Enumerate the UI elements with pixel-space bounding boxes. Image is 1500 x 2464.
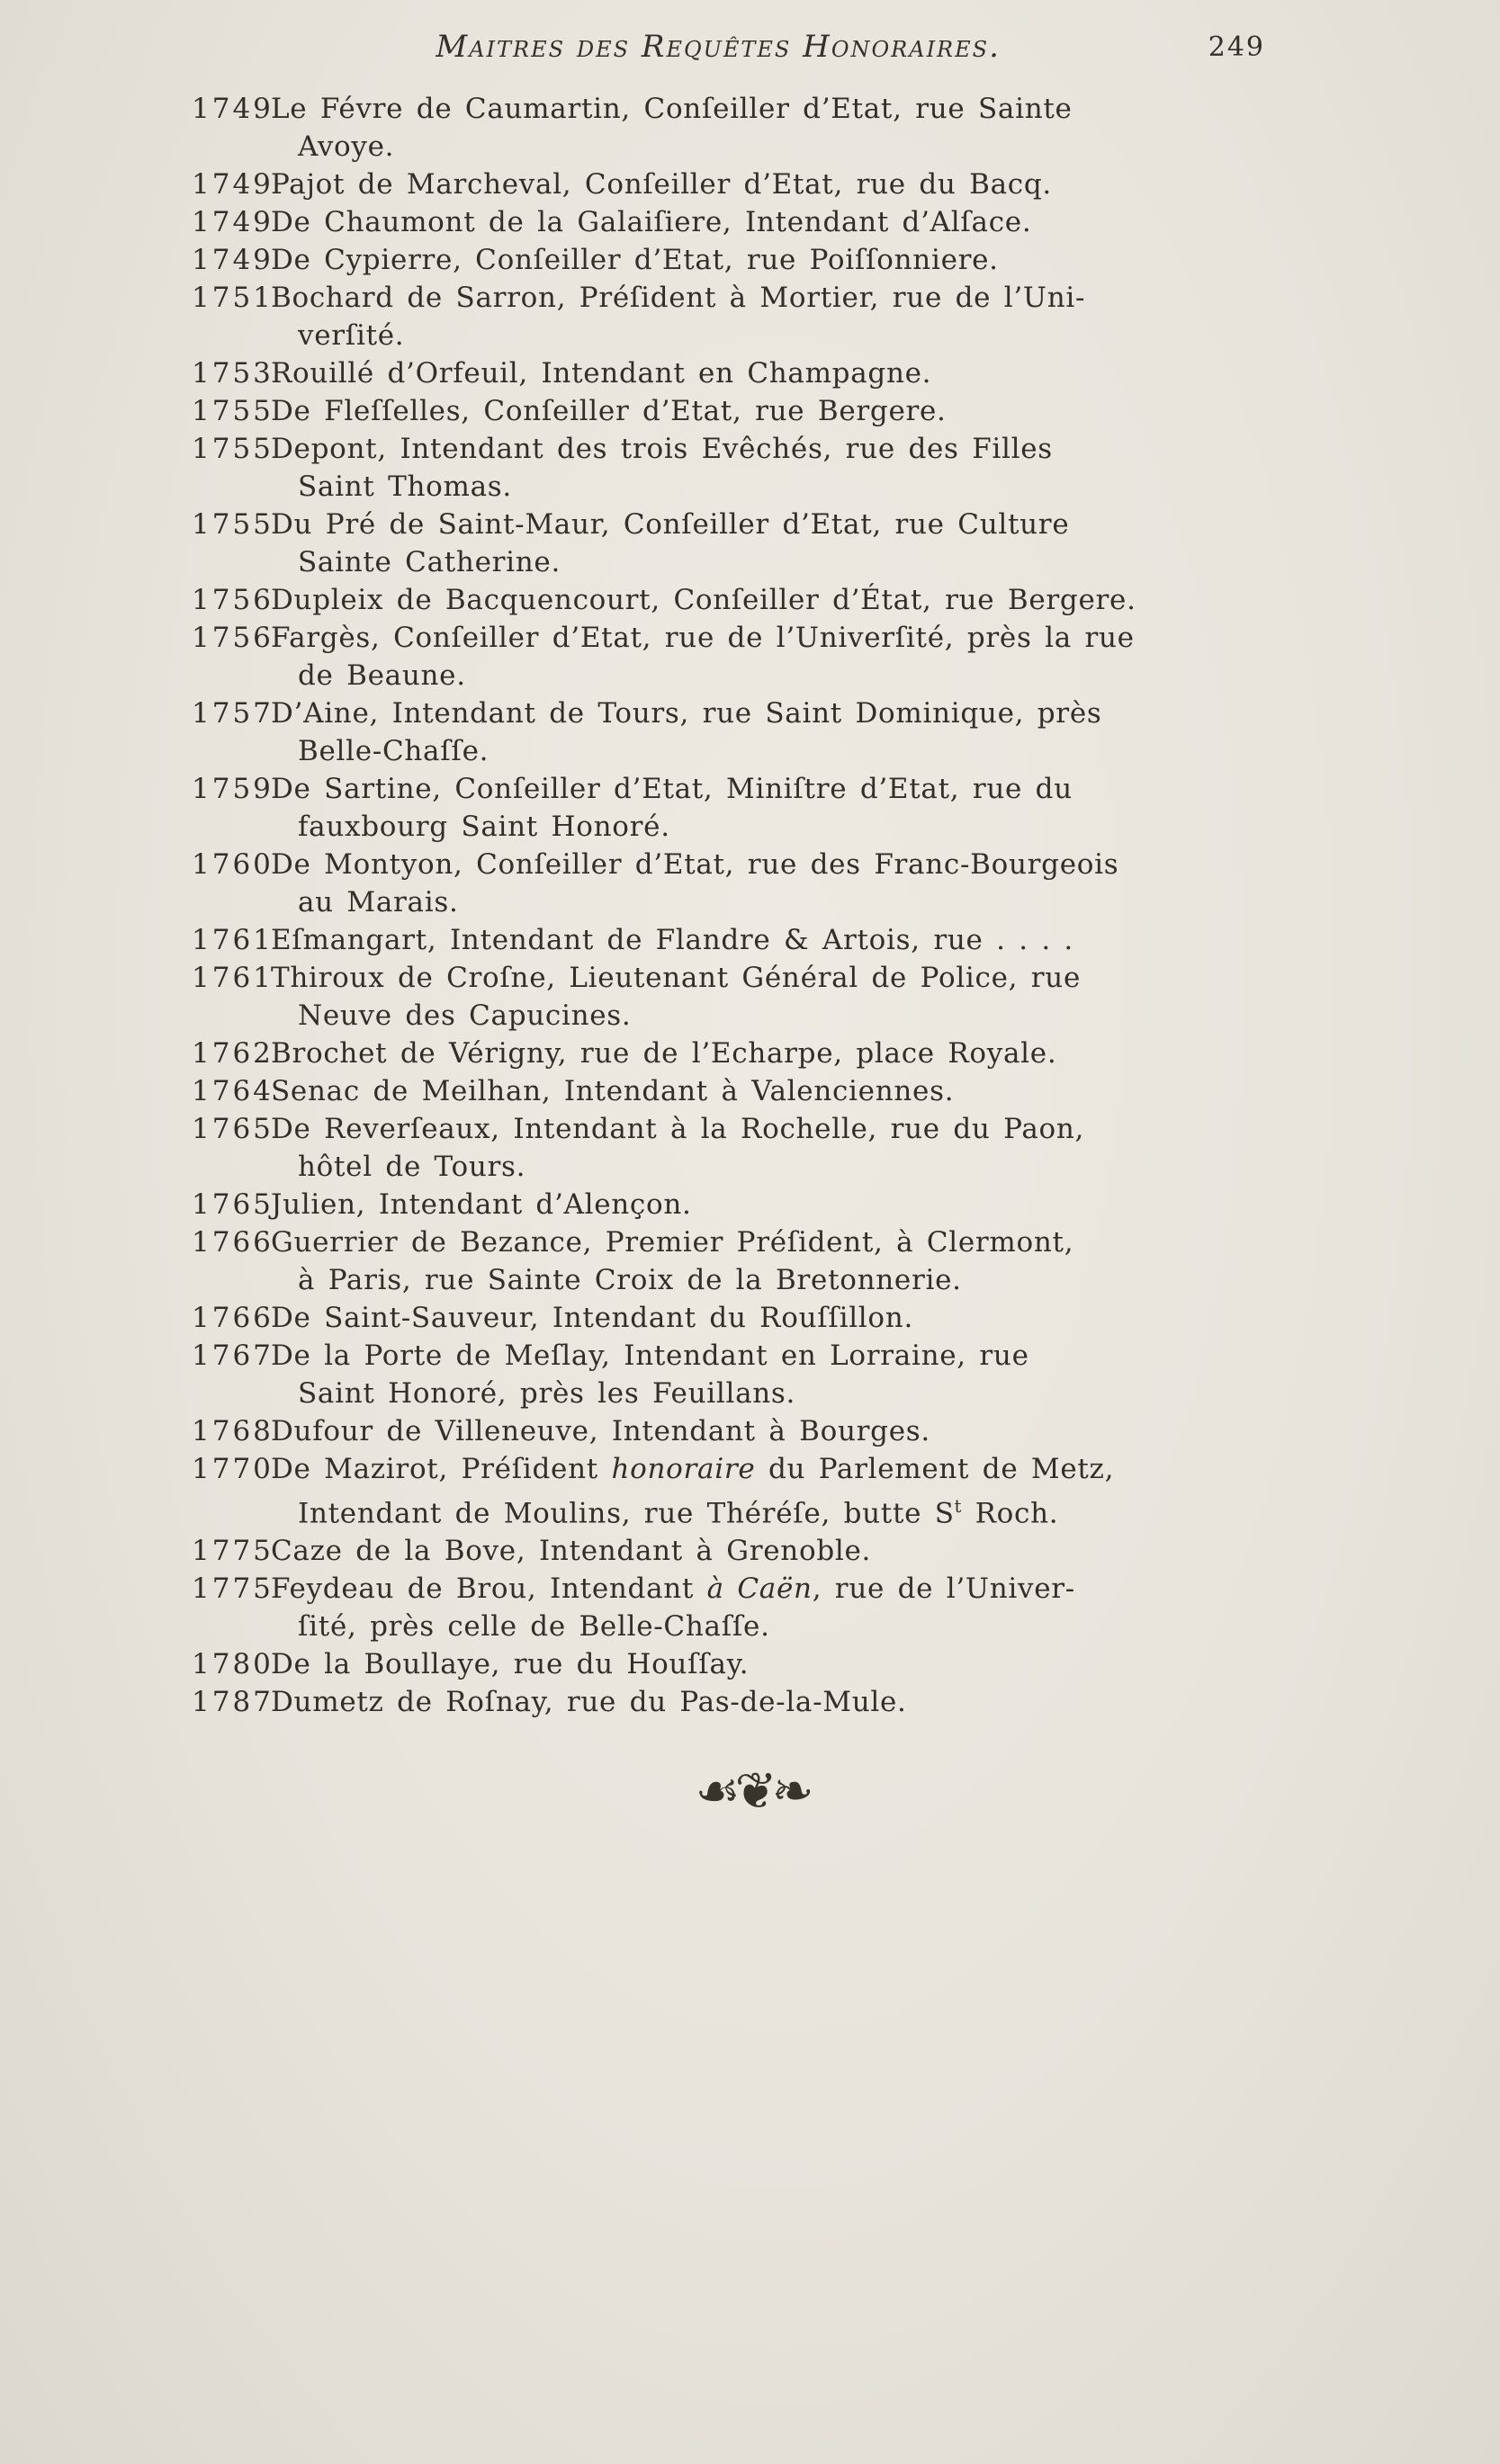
entry-text: Dupleix de Bacquencourt, Conſeiller d’État, rue Bergere. <box>271 584 1136 616</box>
entry-text: , rue de l’Univer- <box>812 1572 1075 1606</box>
italic-text: à Caën <box>706 1572 813 1606</box>
entry <box>192 506 1312 581</box>
entry-text: Pajot de Marcheval, Conſeiller d’Etat, rue du Bacq. <box>271 168 1052 201</box>
entry <box>192 619 1312 694</box>
entry-text: Depont, Intendant des trois Evêchés, rue des Filles <box>271 433 1053 465</box>
entry-year: 1770 <box>192 1453 274 1485</box>
entry-text: ſité, près celle de Belle-Chaſſe. <box>298 1610 770 1644</box>
entry-text: verſité. <box>298 319 405 352</box>
entry-year: 1755 <box>192 508 274 541</box>
entry-year: 1749 <box>192 93 274 125</box>
entry-year: 1749 <box>192 244 274 276</box>
entry <box>192 1299 1312 1337</box>
entry-text: Dufour de Villeneuve, Intendant à Bourges. <box>271 1415 930 1447</box>
entries <box>192 90 1312 1721</box>
entry-year: 1749 <box>192 206 274 238</box>
entry-year: 1755 <box>192 433 274 465</box>
entry <box>192 279 1312 354</box>
entry-text: De Montyon, Conſeiller d’Etat, rue des Franc-Bourgeois <box>271 848 1119 881</box>
entry-year: 1765 <box>192 1113 274 1145</box>
entry-year: 1751 <box>192 282 274 314</box>
entry <box>192 1450 1312 1532</box>
entry-text: du Parlement de Metz, <box>755 1453 1115 1485</box>
entry-text: De Fleſſelles, Conſeiller d’Etat, rue Bergere. <box>271 395 947 427</box>
entry-year: 1767 <box>192 1340 274 1372</box>
entry <box>192 166 1312 203</box>
entry-text: de Beaune. <box>298 659 466 692</box>
entry-text: De Sartine, Conſeiller d’Etat, Miniſtre d’Etat, rue du <box>271 773 1073 805</box>
page-number: 249 <box>1208 31 1265 63</box>
entry-text: Belle-Chaſſe. <box>298 735 490 767</box>
entry-year: 1753 <box>192 357 274 390</box>
entry-text: fauxbourg Saint Honoré. <box>298 811 670 843</box>
entry-year: 1780 <box>192 1648 274 1681</box>
entry-text: hôtel de Tours. <box>298 1151 526 1183</box>
entry <box>192 1532 1312 1570</box>
entry-year: 1766 <box>192 1226 274 1259</box>
entry <box>192 241 1312 279</box>
entry-year: 1775 <box>192 1535 274 1568</box>
running-header <box>192 29 1312 79</box>
entry-text: De Reverſeaux, Intendant à la Rochelle, rue du Paon, <box>271 1113 1085 1145</box>
entry <box>192 354 1312 392</box>
page-title: Maitres des Requêtes Honoraires. <box>436 29 1001 65</box>
entry <box>192 846 1312 921</box>
entry <box>192 1570 1312 1645</box>
entry-text: Thiroux de Croſne, Lieutenant Général de Police, rue <box>271 962 1081 994</box>
entry-text: Senac de Meilhan, Intendant à Valenciennes. <box>271 1075 955 1107</box>
entry-text: Le Févre de Caumartin, Conſeiller d’Etat, rue Sainte <box>271 93 1073 125</box>
entry <box>192 1645 1312 1683</box>
page-content <box>192 29 1312 1821</box>
entry <box>192 921 1312 959</box>
entry-year: 1756 <box>192 622 274 654</box>
entry-text: Julien, Intendant d’Alençon. <box>271 1188 692 1221</box>
entry-year: 1762 <box>192 1037 274 1070</box>
entry-text: De Saint-Sauveur, Intendant du Rouſſillon. <box>271 1302 914 1334</box>
entry-year: 1764 <box>192 1075 274 1107</box>
entry-text: au Marais. <box>298 886 459 918</box>
entry-text: Bochard de Sarron, Préſident à Mortier, rue de l’Uni- <box>271 282 1086 314</box>
entry-text: D’Aine, Intendant de Tours, rue Saint Dominique, près <box>271 697 1102 730</box>
entry-text: Saint Thomas. <box>298 470 512 503</box>
entry-year: 1766 <box>192 1302 274 1334</box>
entry-text: Roch. <box>962 1497 1059 1530</box>
entry-text: De Chaumont de la Galaiſiere, Intendant d’Alſace. <box>271 206 1032 238</box>
entry-year: 1775 <box>192 1572 274 1606</box>
entry-text: Neuve des Capucines. <box>298 999 632 1032</box>
entry <box>192 90 1312 166</box>
entry-year: 1760 <box>192 848 274 881</box>
entry-text: Guerrier de Bezance, Premier Préſident, à Clermont, <box>271 1226 1074 1259</box>
entry-text: Intendant de Moulins, rue Théréſe, butte S <box>298 1497 955 1530</box>
entry-year: 1755 <box>192 395 274 427</box>
entry <box>192 1072 1312 1110</box>
entry-year: 1761 <box>192 962 274 994</box>
entry-year: 1759 <box>192 773 274 805</box>
entry-year: 1757 <box>192 697 274 730</box>
entry <box>192 1110 1312 1186</box>
entry <box>192 430 1312 506</box>
fleuron-ornament-icon: ☙❦❧ <box>695 1762 809 1822</box>
entry <box>192 203 1312 241</box>
entry-text: Du Pré de Saint-Maur, Conſeiller d’Etat, rue Culture <box>271 508 1070 541</box>
entry-text: Saint Honoré, près les Feuillans. <box>298 1377 796 1410</box>
italic-text: honoraire <box>611 1453 756 1485</box>
entry <box>192 1223 1312 1299</box>
entry-text: Feydeau de Brou, Intendant <box>271 1572 707 1606</box>
entry <box>192 392 1312 430</box>
entry-text: Avoye. <box>298 130 395 163</box>
entry-text: Sainte Catherine. <box>298 546 561 578</box>
entry <box>192 1337 1312 1412</box>
entry-year: 1765 <box>192 1188 274 1221</box>
entry-text: Caze de la Bove, Intendant à Grenoble. <box>271 1535 872 1568</box>
entry-text: Eſmangart, Intendant de Flandre & Artois, rue . . . . <box>271 924 1073 956</box>
entry <box>192 1412 1312 1450</box>
entry <box>192 1035 1312 1072</box>
entry <box>192 694 1312 770</box>
entry <box>192 1186 1312 1223</box>
entry-year: 1768 <box>192 1415 274 1447</box>
entry-text: Rouillé d’Orfeuil, Intendant en Champagne. <box>271 357 932 390</box>
entry-year: 1761 <box>192 924 274 956</box>
entry <box>192 959 1312 1035</box>
entry <box>192 1683 1312 1721</box>
entry-text: Brochet de Vérigny, rue de l’Echarpe, place Royale. <box>271 1037 1057 1070</box>
entry <box>192 581 1312 619</box>
entry-year: 1756 <box>192 584 274 616</box>
entry-text: De la Boullaye, rue du Houſſay. <box>271 1648 750 1681</box>
superscript-text: t <box>954 1496 963 1517</box>
entry-year: 1787 <box>192 1686 274 1719</box>
entry-text: Fargès, Conſeiller d’Etat, rue de l’Univerſité, près la rue <box>271 622 1135 654</box>
entry-text: De Cypierre, Conſeiller d’Etat, rue Poiſſonniere. <box>271 244 999 276</box>
entry-text: à Paris, rue Sainte Croix de la Bretonnerie. <box>298 1264 962 1296</box>
entry-text: Dumetz de Roſnay, rue du Pas-de-la-Mule. <box>271 1686 907 1719</box>
entry-text: De la Porte de Meſlay, Intendant en Lorraine, rue <box>271 1340 1029 1372</box>
entry-year: 1749 <box>192 168 274 201</box>
entry <box>192 770 1312 846</box>
entry-text: De Mazirot, Préſident <box>271 1453 612 1485</box>
